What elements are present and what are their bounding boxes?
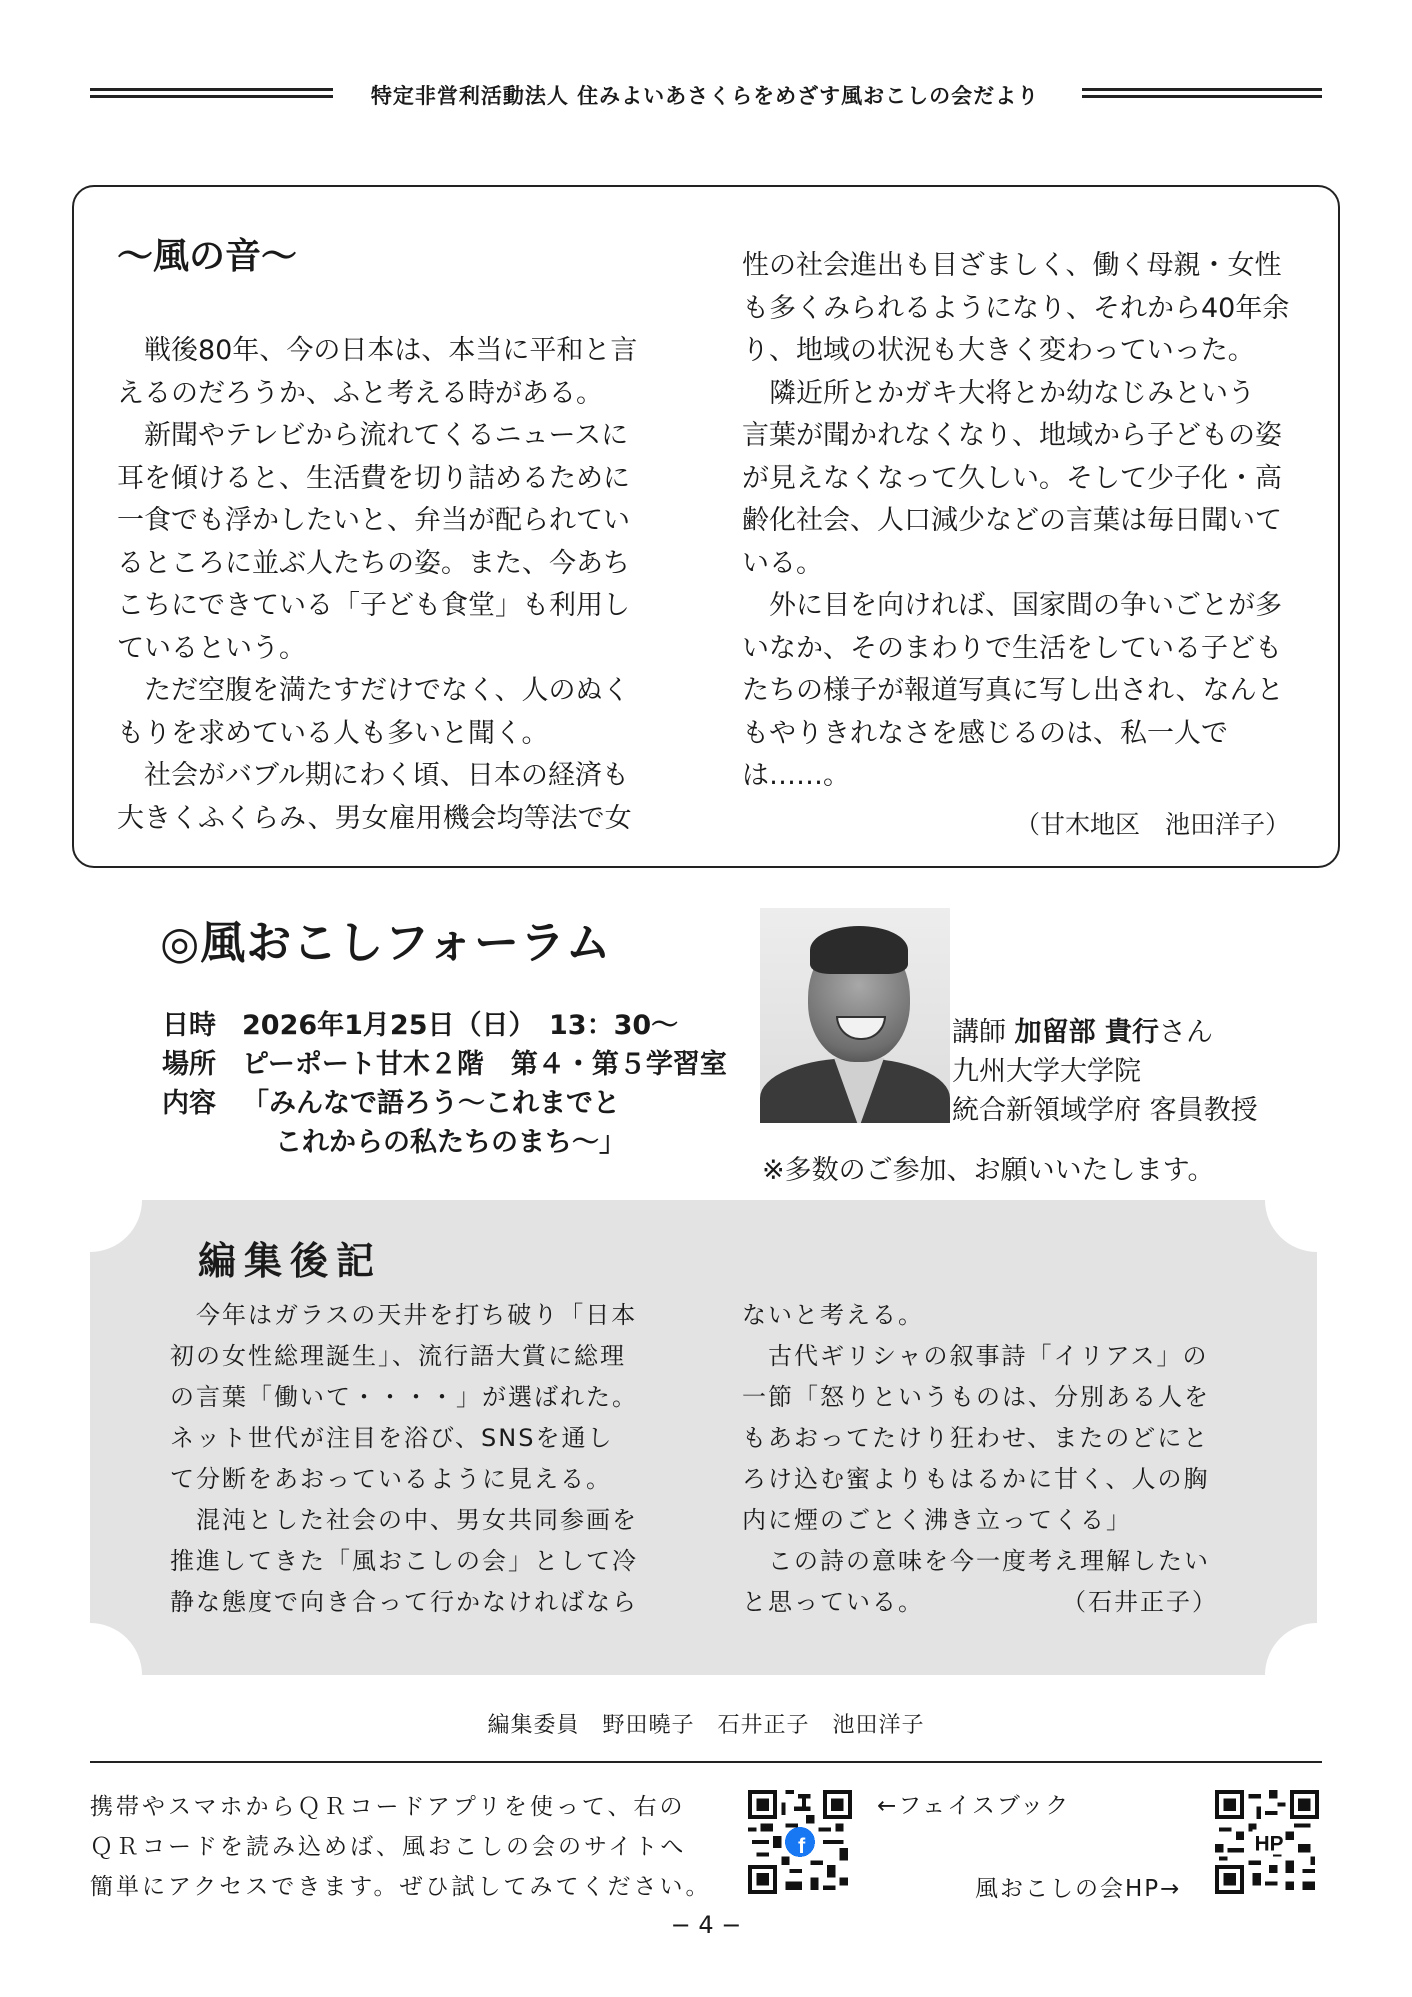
panel-notch xyxy=(38,1148,142,1252)
text-line: 外に目を向ければ、国家間の争いごとが多 xyxy=(742,590,1282,621)
text-line: も多くみられるようになり、それから40年余 xyxy=(742,292,1290,324)
text-line: 静な態度で向き合って行かなければなら xyxy=(170,1588,638,1616)
forum-content-line1: 「みんなで語ろう〜これまでと xyxy=(242,1088,620,1119)
lecturer-prefix: 講師 xyxy=(952,1017,1006,1048)
text-line: り、地域の状況も大きく変わっていった。 xyxy=(742,335,1255,366)
text-line: ただ空腹を満たすだけでなく、人のぬく xyxy=(117,675,630,706)
kaze-no-oto-left-column xyxy=(117,330,637,840)
lecturer-name-line xyxy=(952,1010,1213,1049)
text-line: 内に煙のごとく沸き立ってくる」 xyxy=(742,1506,1132,1534)
text-line: 社会がバブル期にわく頃、日本の経済も xyxy=(117,760,629,791)
svg-text:f: f xyxy=(798,1833,806,1859)
text-line: たちの様子が報道写真に写し出され、なんと xyxy=(742,675,1284,706)
page-number: − 4 − xyxy=(670,1911,742,1939)
text-line: いなか、そのまわりで生活をしている子ども xyxy=(742,632,1282,664)
text-line: 推進してきた「風おこしの会」として冷 xyxy=(170,1547,638,1575)
text-line: るところに並ぶ人たちの姿。また、今あち xyxy=(117,547,630,579)
editorial-committee: 編集委員 野田曉子 石井正子 池田洋子 xyxy=(487,1713,925,1738)
text-line: と思っている。 xyxy=(742,1588,924,1616)
kaze-no-oto-right-column xyxy=(742,245,1289,798)
text-line: いる。 xyxy=(742,547,823,579)
forum-title: ◎風おこしフォーラム xyxy=(160,916,612,969)
text-line: 大きくふくらみ、男女雇用機会均等法で女 xyxy=(117,802,632,834)
forum-participation-note: ※多数のご参加、お願いいたします。 xyxy=(762,1155,1215,1186)
text-line: もあおってたけり狂わせ、またのどにと xyxy=(742,1424,1210,1452)
lecturer-affiliation-2: 統合新領域学府 客員教授 xyxy=(952,1095,1258,1126)
panel-notch xyxy=(1265,1148,1369,1252)
forum-content-line2: これからの私たちのまち〜」 xyxy=(275,1127,626,1158)
henshu-koki-title: 編集後記 xyxy=(198,1239,383,1283)
forum-content-label: 内容 xyxy=(162,1088,216,1119)
kaze-no-oto-title: 〜風の音〜 xyxy=(117,236,298,277)
forum-place-label: 場所 xyxy=(162,1049,216,1080)
homepage-qr-code-icon[interactable] xyxy=(1215,1790,1319,1894)
henshu-koki-right-column xyxy=(742,1295,1218,1623)
text-line: 戦後80年、今の日本は、本当に平和と言 xyxy=(117,335,638,366)
text-line: 性の社会進出も目ざましく、働く母親・女性 xyxy=(742,250,1282,281)
qr-instruction-line: 携帯やスマホからＱＲコードアプリを使って、右の xyxy=(90,1794,686,1820)
text-line: 混沌とした社会の中、男女共同参画を xyxy=(170,1506,638,1534)
kaze-no-oto-signature: （甘木地区 池田洋子） xyxy=(1014,810,1290,839)
text-line: えるのだろうか、ふと考える時がある。 xyxy=(117,377,603,409)
text-line: 一食でも浮かしたいと、弁当が配られてい xyxy=(117,505,630,536)
text-line: この詩の意味を今一度考え理解したい xyxy=(742,1547,1210,1575)
lecturer-affiliation-1: 九州大学大学院 xyxy=(952,1056,1141,1087)
text-line: 初の女性総理誕生」、流行語大賞に総理 xyxy=(170,1342,626,1370)
text-line: 今年はガラスの天井を打ち破り「日本 xyxy=(170,1301,638,1329)
text-line: ないと考える。 xyxy=(742,1301,924,1329)
henshu-koki-left-column xyxy=(170,1295,638,1623)
lecturer-name: 加留部 貴行 xyxy=(1014,1017,1159,1048)
header-rule-right xyxy=(1082,88,1322,98)
qr-instruction-line: 簡単にアクセスできます。ぜひ試してみてください。 xyxy=(90,1874,712,1900)
facebook-label[interactable]: ←フェイスブック xyxy=(877,1793,1071,1819)
text-line: ネット世代が注目を浴び、SNSを通し xyxy=(170,1424,614,1452)
forum-date-row xyxy=(162,1003,678,1042)
forum-place-value: ピーポート甘木２階 第４・第５学習室 xyxy=(242,1049,727,1080)
text-line: が見えなくなって久しい。そして少子化・高 xyxy=(742,462,1282,494)
text-line: 一節「怒りというものは、分別ある人を xyxy=(742,1383,1210,1411)
text-line: こちにできている「子ども食堂」も利用し xyxy=(117,590,630,621)
lecturer-photo xyxy=(760,908,950,1123)
forum-date-value: 2026年1月25日（日） 13：30〜 xyxy=(242,1010,679,1041)
text-line: 耳を傾けると、生活費を切り詰めるために xyxy=(117,462,630,494)
photo-hair-shape xyxy=(810,926,908,974)
text-line: 隣近所とかガキ大将とか幼なじみという xyxy=(742,377,1255,409)
forum-place-row xyxy=(162,1042,727,1081)
henshu-koki-signature: （石井正子） xyxy=(1074,1588,1218,1616)
text-line: もやりきれなさを感じるのは、私一人で xyxy=(742,717,1228,749)
homepage-label[interactable]: 風おこしの会HP→ xyxy=(975,1876,1182,1902)
forum-content-row-2 xyxy=(275,1120,626,1159)
text-line: の言葉「働いて・・・・」が選ばれた。 xyxy=(170,1383,638,1411)
text-line: もりを求めている人も多いと聞く。 xyxy=(117,717,549,749)
text-line: て分断をあおっているように見える。 xyxy=(170,1465,612,1493)
text-line: ているという。 xyxy=(117,632,306,664)
header-rule-left xyxy=(90,88,333,98)
newsletter-title: 特定非営利活動法人 住みよいあさくらをめざす風おこしの会だより xyxy=(370,84,1040,108)
forum-content-row xyxy=(162,1081,620,1120)
forum-date-label: 日時 xyxy=(162,1010,216,1041)
text-line: 言葉が聞かれなくなり、地域から子どもの姿 xyxy=(742,420,1282,451)
text-line: 齢化社会、人口減少などの言葉は毎日聞いて xyxy=(742,505,1282,536)
facebook-qr-code-icon[interactable] xyxy=(748,1790,852,1894)
text-line-with-signature xyxy=(742,1582,1218,1623)
hp-qr-label: HP xyxy=(1254,1832,1284,1856)
lecturer-suffix: さん xyxy=(1159,1017,1213,1048)
text-line: は……。 xyxy=(742,760,850,791)
footer-rule xyxy=(90,1761,1322,1763)
text-line: 新聞やテレビから流れてくるニュースに xyxy=(117,420,629,451)
text-line: 古代ギリシャの叙事詩「イリアス」の xyxy=(742,1342,1209,1370)
text-line: ろけ込む蜜よりもはるかに甘く、人の胸 xyxy=(742,1465,1210,1493)
qr-instruction-line: ＱＲコードを読み込めば、風おこしの会のサイトへ xyxy=(90,1834,687,1860)
